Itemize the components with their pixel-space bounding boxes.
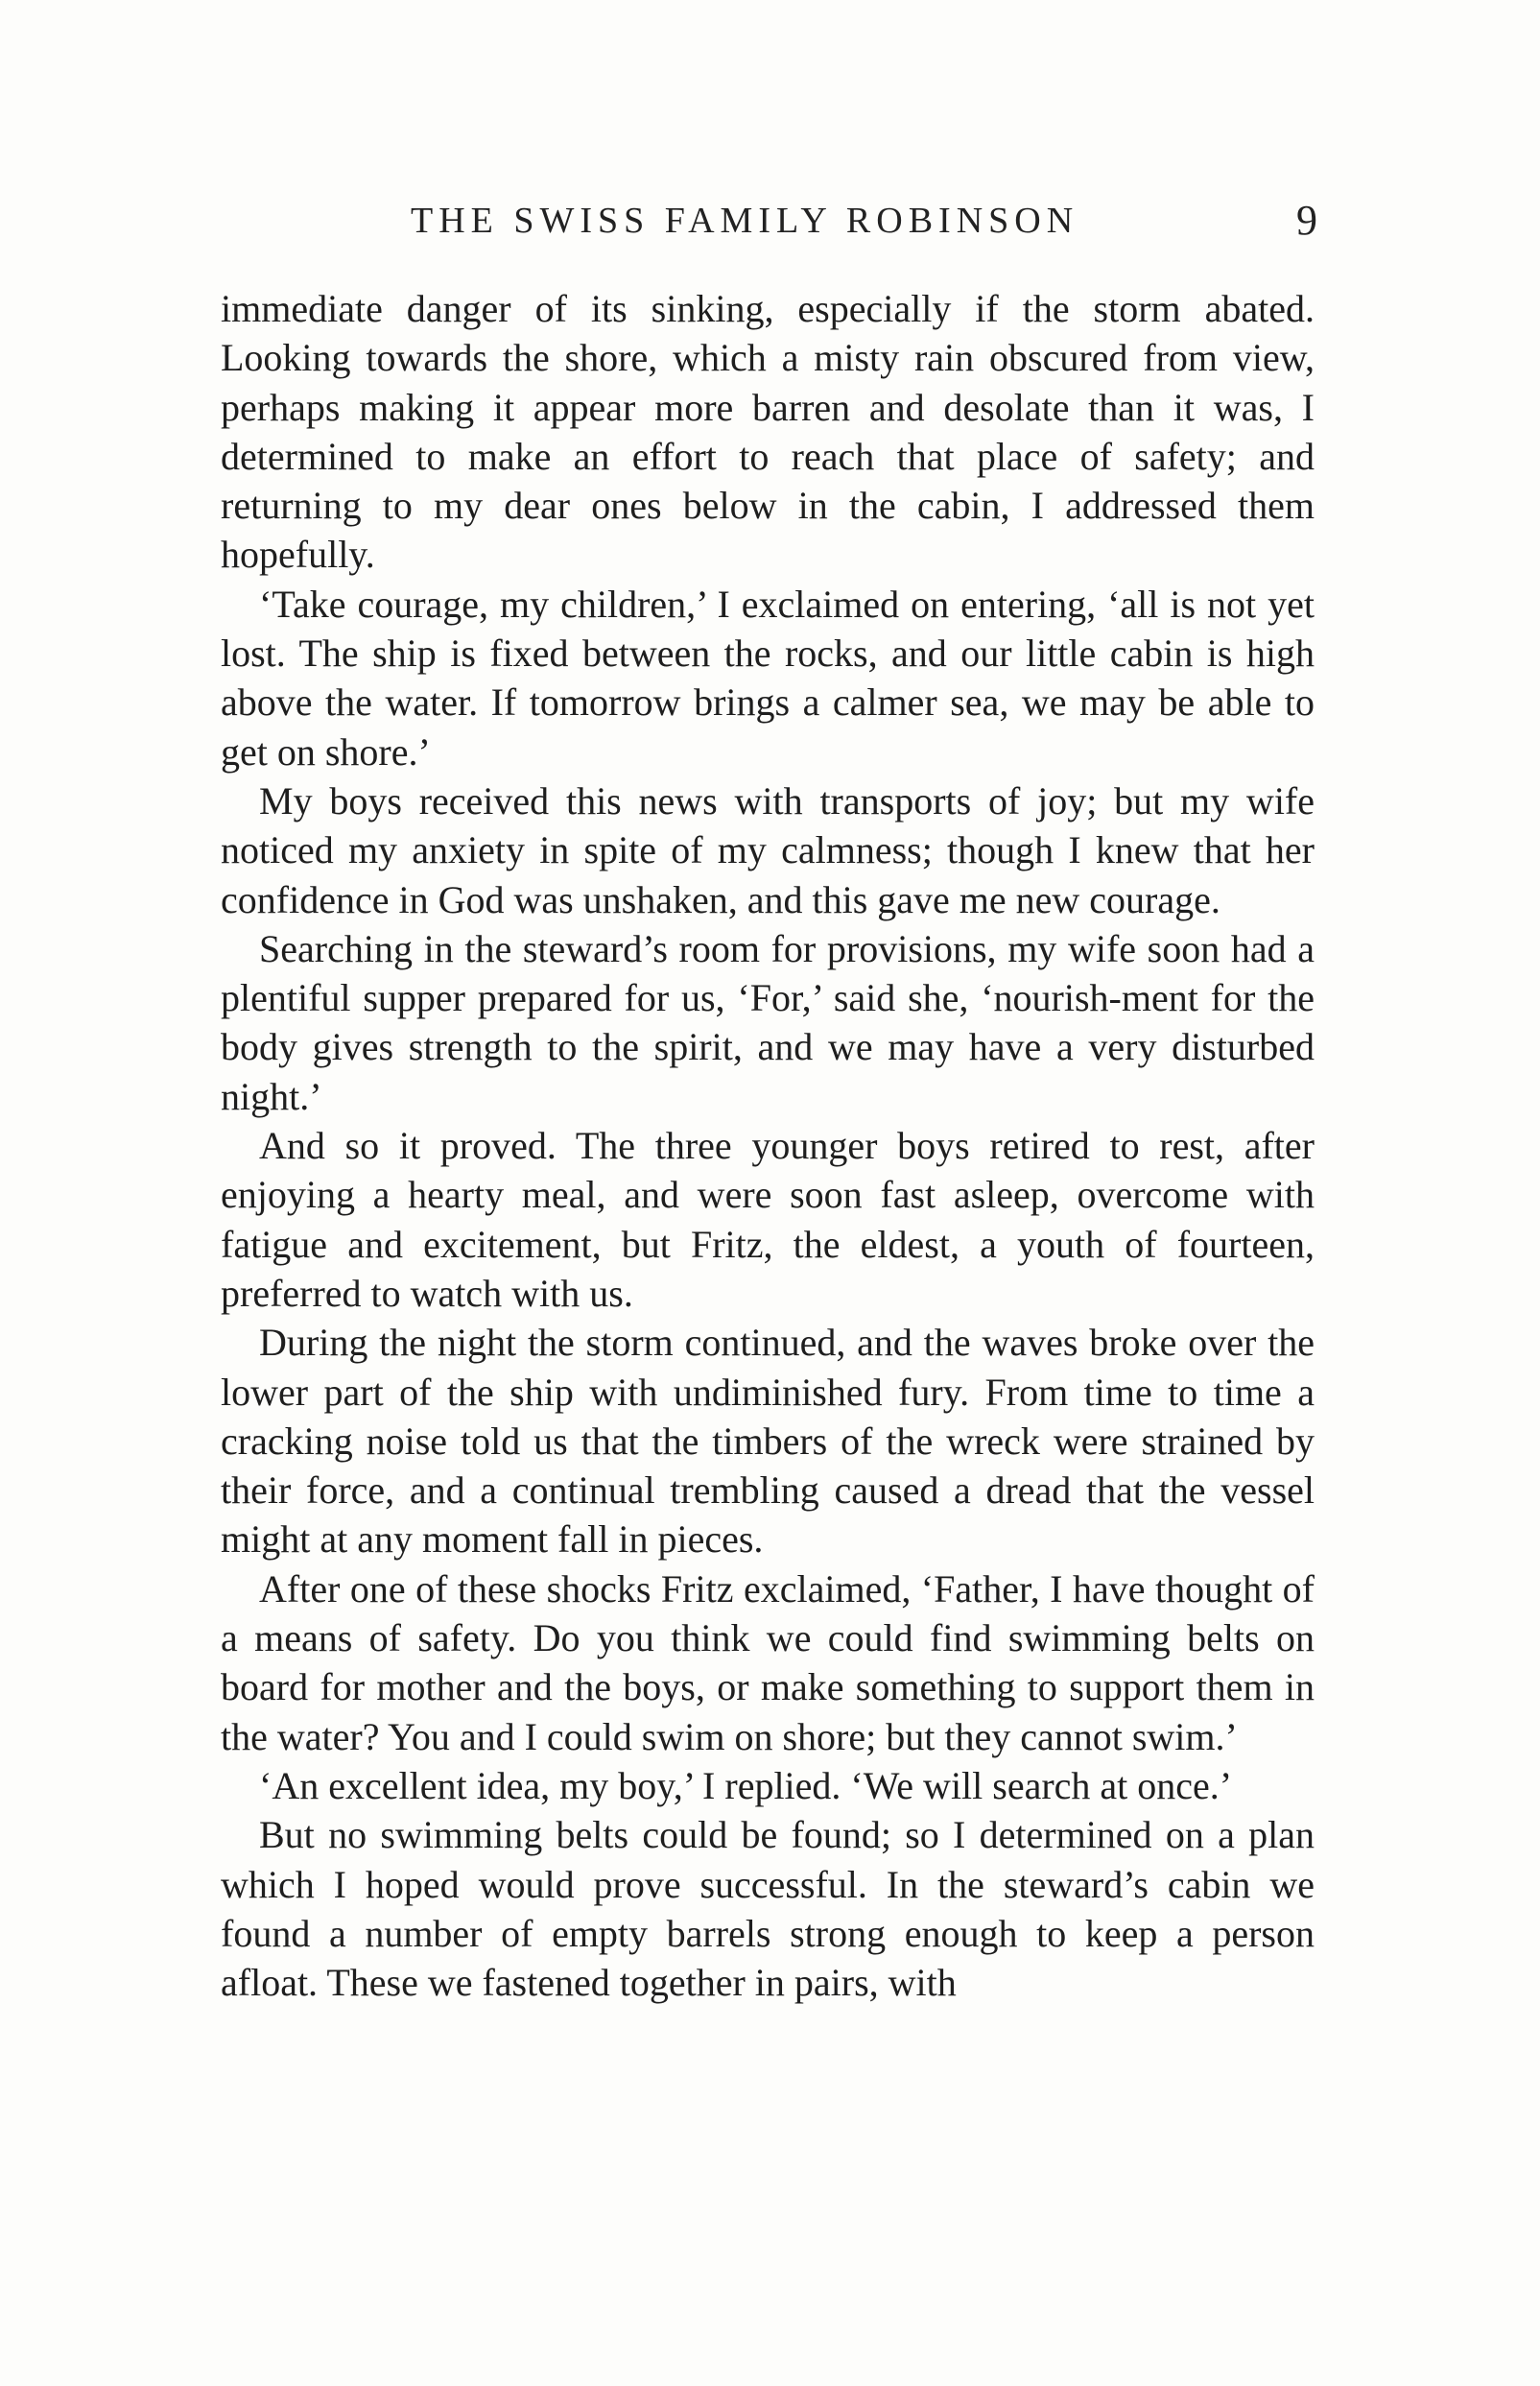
running-title: THE SWISS FAMILY ROBINSON — [411, 201, 1079, 241]
paragraph: During the night the storm continued, and the waves broke over the lower part of the ship with undiminished fury. From time to time a cracking noise told us that the timbers of the wreck were strained by their force, and a continual trembling caused a dread that the vessel might at any moment fall in pieces. — [221, 1321, 1315, 1562]
body-text — [221, 284, 1315, 2007]
paragraph: After one of these shocks Fritz exclaimed, ‘Father, I have thought of a means of safety. Do you think we could find swimming belts on board for mother and the boys, or make something to support them in the water? You and I could swim on shore; but they cannot swim.’ — [221, 1566, 1315, 1758]
paragraph: But no swimming belts could be found; so I determined on a plan which I hoped would prove successful. In the steward’s cabin we found a number of empty barrels strong enough to keep a person afloat. These we fastened together in pairs, with — [221, 1813, 1315, 2005]
paragraph: And so it proved. The three younger boys retired to rest, after enjoying a hearty meal, and were soon fast asleep, overcome with fatigue and excitement, but Fritz, the eldest, a youth of fourteen, preferred to watch with us. — [221, 1124, 1315, 1315]
running-head — [238, 192, 1317, 250]
paragraph: immediate danger of its sinking, especially if the storm abated. Looking towards the shore, which a misty rain obscured from view, perhaps making it appear more barren and desolate than it was, I determined to make an effort to reach that place of safety; and returning to my dear ones below in the cabin, I addressed them hopefully. — [221, 287, 1315, 577]
paragraph: Searching in the steward’s room for provisions, my wife soon had a plentiful supper prepared for us, ‘For,’ said she, ‘nourish-ment for the body gives strength to the spirit, and we may have a very disturbed night.’ — [221, 926, 1315, 1118]
paragraph: ‘An excellent idea, my boy,’ I replied. ‘We will search at once.’ — [259, 1763, 1233, 1807]
paragraph: My boys received this news with transports of joy; but my wife noticed my anxiety in spite of my calmness; though I knew that her confidence in God was unshaken, and this gave me new courage. — [221, 778, 1315, 921]
page-number: 9 — [1296, 197, 1317, 244]
paragraph: ‘Take courage, my children,’ I exclaimed on entering, ‘all is not yet lost. The ship is fixed between the rocks, and our little cabin is high above the water. If tomorrow brings a calmer sea, we may be able to get on shore.’ — [221, 582, 1315, 774]
